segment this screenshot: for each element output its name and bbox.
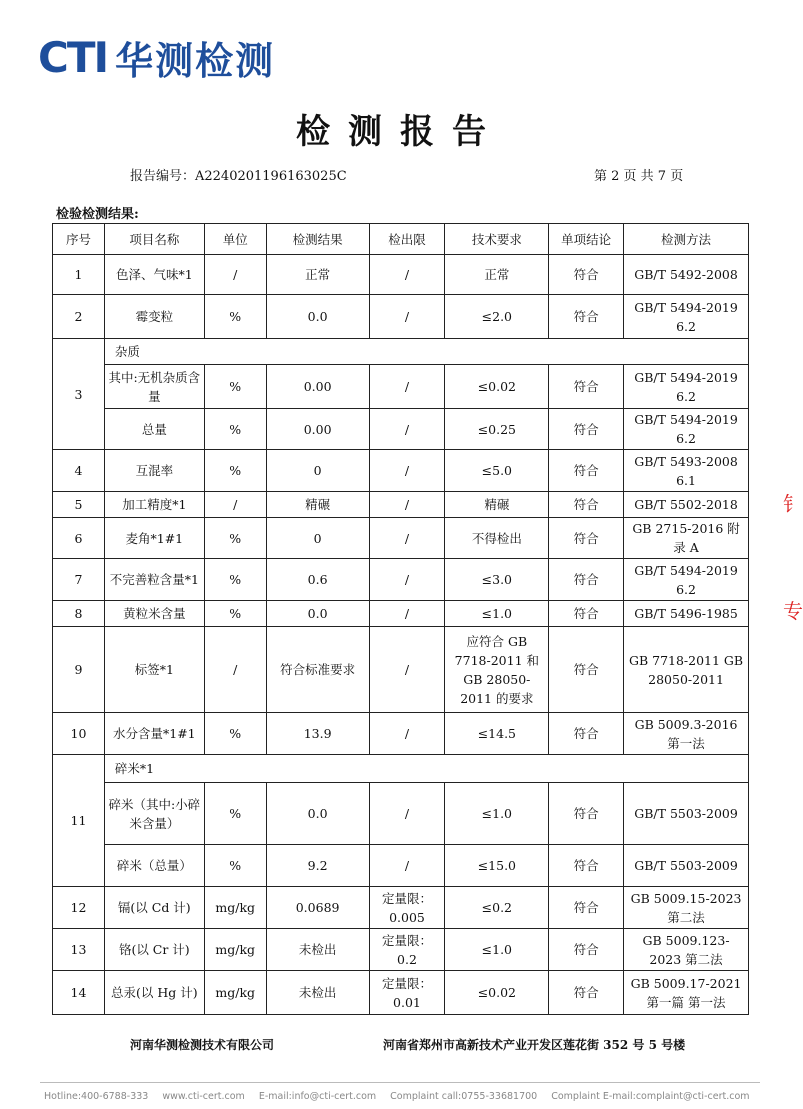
footer-company: 河南华测检测技术有限公司	[130, 1038, 275, 1052]
row-number: 2	[53, 295, 105, 339]
requirement: ≤0.02	[445, 365, 549, 409]
verdict: 符合	[549, 255, 624, 295]
result: 0.00	[266, 365, 369, 409]
requirement: ≤14.5	[445, 713, 549, 755]
verdict: 符合	[549, 783, 624, 845]
method: GB 5009.17-2021 第一篇 第一法	[624, 971, 749, 1015]
unit: mg/kg	[204, 971, 266, 1015]
item-name: 铬(以 Cr 计)	[104, 929, 204, 971]
detection-limit: /	[369, 845, 445, 887]
header-cell: 检出限	[369, 224, 445, 255]
unit: %	[204, 601, 266, 627]
item-name: 霉变粒	[104, 295, 204, 339]
row-number: 8	[53, 601, 105, 627]
method: GB/T 5503-2009	[624, 845, 749, 887]
result: 0.00	[266, 409, 369, 450]
method: GB/T 5494-2019 6.2	[624, 295, 749, 339]
detection-limit: /	[369, 295, 445, 339]
unit: mg/kg	[204, 929, 266, 971]
table-row	[53, 887, 749, 929]
verdict: 符合	[549, 409, 624, 450]
method: GB/T 5493-2008 6.1	[624, 450, 749, 492]
result: 正常	[266, 255, 369, 295]
row-number: 11	[53, 755, 105, 887]
table-row	[53, 627, 749, 713]
result: 0.0	[266, 295, 369, 339]
logo-mark: CTI	[38, 33, 108, 82]
method: GB/T 5494-2019 6.2	[624, 409, 749, 450]
unit: %	[204, 409, 266, 450]
verdict: 符合	[549, 365, 624, 409]
table-row	[53, 255, 749, 295]
header-cell: 检测方法	[624, 224, 749, 255]
requirement: ≤1.0	[445, 783, 549, 845]
method: GB 7718-2011 GB 28050-2011	[624, 627, 749, 713]
method: GB/T 5496-1985	[624, 601, 749, 627]
requirement: ≤5.0	[445, 450, 549, 492]
table-row-group	[53, 339, 749, 365]
result: 0.0	[266, 783, 369, 845]
table-subrow	[53, 409, 749, 450]
footer-divider	[40, 1082, 760, 1083]
row-number: 7	[53, 559, 105, 601]
verdict: 符合	[549, 845, 624, 887]
report-title: 检测报告	[296, 112, 504, 152]
item-name: 其中:无机杂质含量	[104, 365, 204, 409]
detection-limit: /	[369, 713, 445, 755]
item-name: 水分含量*1#1	[104, 713, 204, 755]
item-name: 镉(以 Cd 计)	[104, 887, 204, 929]
method: GB 2715-2016 附录 A	[624, 518, 749, 559]
row-number: 13	[53, 929, 105, 971]
item-name: 碎米（其中:小碎米含量）	[104, 783, 204, 845]
row-number: 6	[53, 518, 105, 559]
item-name: 麦角*1#1	[104, 518, 204, 559]
table-subrow	[53, 783, 749, 845]
method: GB 5009.15-2023 第二法	[624, 887, 749, 929]
row-number: 3	[53, 339, 105, 450]
header-cell: 单位	[204, 224, 266, 255]
group-label: 杂质	[104, 339, 748, 365]
unit: %	[204, 845, 266, 887]
requirement: 正常	[445, 255, 549, 295]
result: 0	[266, 518, 369, 559]
row-number: 5	[53, 492, 105, 518]
header-cell: 单项结论	[549, 224, 624, 255]
method: GB/T 5494-2019 6.2	[624, 365, 749, 409]
item-name: 碎米（总量）	[104, 845, 204, 887]
website-link[interactable]: www.cti-cert.com	[162, 1091, 245, 1102]
header-cell: 项目名称	[104, 224, 204, 255]
result: 0.6	[266, 559, 369, 601]
detection-limit: /	[369, 518, 445, 559]
unit: %	[204, 295, 266, 339]
table-row	[53, 295, 749, 339]
edge-stamp-fragment: 钅	[783, 492, 803, 516]
result: 0.0	[266, 601, 369, 627]
table-subrow	[53, 845, 749, 887]
email-link[interactable]: E-mail:info@cti-cert.com	[258, 1091, 377, 1102]
result: 未检出	[266, 971, 369, 1015]
result: 0	[266, 450, 369, 492]
method: GB/T 5492-2008	[624, 255, 749, 295]
item-name: 标签*1	[104, 627, 204, 713]
header-cell: 技术要求	[445, 224, 549, 255]
result: 未检出	[266, 929, 369, 971]
item-name: 互混率	[104, 450, 204, 492]
requirement: 应符合 GB 7718-2011 和 GB 28050-2011 的要求	[445, 627, 549, 713]
method: GB/T 5503-2009	[624, 783, 749, 845]
detection-limit: /	[369, 409, 445, 450]
contact-bar	[44, 1091, 764, 1102]
requirement: ≤0.2	[445, 887, 549, 929]
unit: %	[204, 713, 266, 755]
requirement: ≤15.0	[445, 845, 549, 887]
requirement: ≤3.0	[445, 559, 549, 601]
result: 9.2	[266, 845, 369, 887]
group-label: 碎米*1	[104, 755, 748, 783]
detection-limit: /	[369, 365, 445, 409]
item-name: 总汞(以 Hg 计)	[104, 971, 204, 1015]
detection-limit: 定量限：0.005	[369, 887, 445, 929]
row-number: 4	[53, 450, 105, 492]
table-row	[53, 518, 749, 559]
row-number: 10	[53, 713, 105, 755]
detection-limit: /	[369, 255, 445, 295]
row-number: 9	[53, 627, 105, 713]
requirement: ≤1.0	[445, 601, 549, 627]
table-row	[53, 971, 749, 1015]
unit: %	[204, 518, 266, 559]
table-row	[53, 713, 749, 755]
item-name: 总量	[104, 409, 204, 450]
result: 精碾	[266, 492, 369, 518]
verdict: 符合	[549, 929, 624, 971]
company-logo	[38, 30, 275, 85]
row-number: 12	[53, 887, 105, 929]
unit: /	[204, 255, 266, 295]
detection-limit: 定量限：0.01	[369, 971, 445, 1015]
detection-limit: /	[369, 601, 445, 627]
complaint-email-link[interactable]: Complaint E-mail:complaint@cti-cert.com	[551, 1091, 750, 1102]
edge-stamp-fragment: 专	[783, 599, 803, 623]
item-name: 色泽、气味*1	[104, 255, 204, 295]
method: GB/T 5502-2018	[624, 492, 749, 518]
results-table	[52, 223, 749, 1015]
verdict: 符合	[549, 971, 624, 1015]
report-number: 报告编号：A2240201196163025C	[130, 169, 347, 184]
verdict: 符合	[549, 887, 624, 929]
item-name: 不完善粒含量*1	[104, 559, 204, 601]
verdict: 符合	[549, 518, 624, 559]
detection-limit: /	[369, 783, 445, 845]
table-row	[53, 450, 749, 492]
detection-limit: /	[369, 559, 445, 601]
section-label: 检验检测结果:	[56, 207, 139, 222]
complaint-call-text: Complaint call:0755-33681700	[390, 1091, 538, 1102]
table-row-group	[53, 755, 749, 783]
table-row	[53, 601, 749, 627]
method: GB 5009.123-2023 第二法	[624, 929, 749, 971]
table-row	[53, 929, 749, 971]
method: GB/T 5494-2019 6.2	[624, 559, 749, 601]
detection-limit: /	[369, 450, 445, 492]
logo-text: 华测检测	[115, 39, 276, 83]
result: 0.0689	[266, 887, 369, 929]
unit: /	[204, 492, 266, 518]
requirement: ≤0.25	[445, 409, 549, 450]
verdict: 符合	[549, 492, 624, 518]
row-number: 1	[53, 255, 105, 295]
row-number: 14	[53, 971, 105, 1015]
requirement: 精碾	[445, 492, 549, 518]
footer-address: 河南省郑州市高新技术产业开发区莲花街 352 号 5 号楼	[383, 1038, 686, 1052]
unit: %	[204, 559, 266, 601]
item-name: 黄粒米含量	[104, 601, 204, 627]
verdict: 符合	[549, 295, 624, 339]
verdict: 符合	[549, 627, 624, 713]
unit: %	[204, 783, 266, 845]
requirement: ≤0.02	[445, 971, 549, 1015]
hotline-text: Hotline:400-6788-333	[44, 1091, 149, 1102]
table-subrow	[53, 365, 749, 409]
method: GB 5009.3-2016 第一法	[624, 713, 749, 755]
unit: %	[204, 365, 266, 409]
result: 13.9	[266, 713, 369, 755]
table-row	[53, 492, 749, 518]
table-row	[53, 559, 749, 601]
unit: mg/kg	[204, 887, 266, 929]
detection-limit: 定量限：0.2	[369, 929, 445, 971]
result: 符合标准要求	[266, 627, 369, 713]
verdict: 符合	[549, 601, 624, 627]
verdict: 符合	[549, 713, 624, 755]
requirement: ≤1.0	[445, 929, 549, 971]
header-cell: 序号	[53, 224, 105, 255]
detection-limit: /	[369, 627, 445, 713]
requirement: 不得检出	[445, 518, 549, 559]
verdict: 符合	[549, 559, 624, 601]
table-header-row	[53, 224, 749, 255]
requirement: ≤2.0	[445, 295, 549, 339]
unit: %	[204, 450, 266, 492]
unit: /	[204, 627, 266, 713]
item-name: 加工精度*1	[104, 492, 204, 518]
verdict: 符合	[549, 450, 624, 492]
page-info: 第 2 页 共 7 页	[594, 169, 684, 184]
detection-limit: /	[369, 492, 445, 518]
header-cell: 检测结果	[266, 224, 369, 255]
